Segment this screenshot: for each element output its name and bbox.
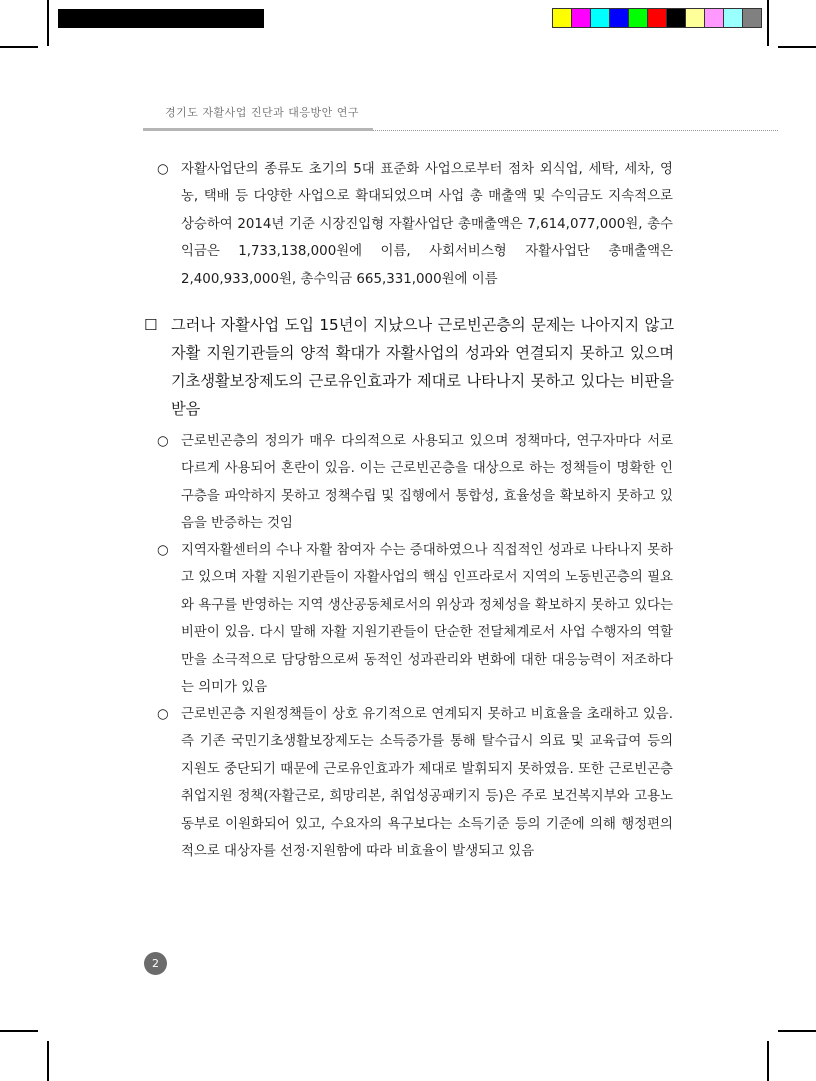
bullet-sales-growth [157, 156, 673, 293]
color-swatch [609, 8, 629, 28]
header-rule [143, 128, 373, 131]
circle-bullet-icon: ○ [157, 162, 169, 177]
color-swatch [628, 8, 648, 28]
color-swatch [742, 8, 762, 28]
crop-mark-top-right-h [778, 46, 816, 48]
color-bar [553, 8, 762, 28]
crop-mark-top-right-v [767, 0, 769, 46]
bullet-text: 자활사업단의 종류도 초기의 5대 표준화 사업으로부터 점차 외식업, 세탁, 세차, 영농, 택배 등 다양한 사업으로 확대되었으며 사업 총 매출액 및 수익금도 지속적으로 상승하여 2014년 기준 시장진입형 자활사업단 총매출액은 7,614,077,000원, 총수익금은 1,733,138,000원에 이름, 사회서비스형 자활사업단 총매출액은 2,400,933,000원, 총수익금 665,331,000원에 이름 [181, 162, 673, 287]
bullet-text: 지역자활센터의 수나 자활 참여자 수는 증대하였으나 직접적인 성과로 나타나지 못하고 있으며 자활 지원기관들이 자활사업의 핵심 인프라로서 지역의 노동빈곤층의 필요와 욕구를 반영하는 지역 생산공동체로서의 위상과 정체성을 확보하지 못하고 있다는 비판이 있음. 다시 말해 자활 지원기관들이 단순한 전달체계로서 사업 수행자의 역할만을 소극적으로 담당함으로써 동적인 성과관리와 변화에 대한 대응능력이 저조하다는 의미가 있음 [181, 543, 673, 696]
crop-mark-bottom-right-h [778, 1030, 816, 1032]
running-header: 경기도 자활사업 진단과 대응방안 연구 [165, 106, 360, 119]
crop-mark-bottom-right-v [767, 1041, 769, 1081]
bullet-definition-confusion [157, 428, 673, 538]
header-dotted-rule [373, 130, 778, 131]
circle-bullet-icon: ○ [157, 707, 169, 722]
crop-mark-top-left-v [47, 0, 49, 46]
page-number: 2 [144, 952, 167, 975]
color-swatch [552, 8, 572, 28]
circle-bullet-icon: ○ [157, 434, 169, 449]
bullet-text: 근로빈곤층 지원정책들이 상호 유기적으로 연계되지 못하고 비효율을 초래하고 있음. 즉 기존 국민기초생활보장제도는 소득증가를 통해 탈수급시 의료 및 교육급여 등의 지원도 중단되기 때문에 근로유인효과가 제대로 발휘되지 못하였음. 또한 근로빈곤층 취업지원 정책(자활근로, 희망리본, 취업성공패키지 등)은 주로 보건복지부와 고용노동부로 이원화되어 있고, 수요자의 욕구보다는 소득기준 등의 기준에 의해 행정편의적으로 대상자를 선정·지원함에 따라 비효율이 발생되고 있음 [181, 707, 673, 860]
crop-mark-bottom-left-h [0, 1030, 38, 1032]
color-swatch [590, 8, 610, 28]
registration-bar [58, 9, 264, 28]
main-point-criticism [144, 311, 674, 423]
crop-mark-bottom-left-v [47, 1041, 49, 1081]
color-swatch [723, 8, 743, 28]
color-swatch [571, 8, 591, 28]
circle-bullet-icon: ○ [157, 543, 169, 558]
crop-mark-top-left-h [0, 46, 38, 48]
color-swatch [647, 8, 667, 28]
bullet-center-identity [157, 537, 673, 701]
color-swatch [685, 8, 705, 28]
bullet-policy-inefficiency [157, 701, 673, 865]
main-point-text: 그러나 자활사업 도입 15년이 지났으나 근로빈곤층의 문제는 나아지지 않고 자활 지원기관들의 양적 확대가 자활사업의 성과와 연결되지 못하고 있으며 기초생활보장제도의 근로유인효과가 제대로 나타나지 못하고 있다는 비판을 받음 [171, 316, 674, 418]
color-swatch [704, 8, 724, 28]
bullet-text: 근로빈곤층의 정의가 매우 다의적으로 사용되고 있으며 정책마다, 연구자마다 서로 다르게 사용되어 혼란이 있음. 이는 근로빈곤층을 대상으로 하는 정책들이 명확한 인구층을 파악하지 못하고 정책수립 및 집행에서 통합성, 효율성을 확보하지 못하고 있음을 반증하는 것임 [181, 434, 673, 532]
square-bullet-icon: ☐ [144, 316, 158, 334]
color-swatch [666, 8, 686, 28]
